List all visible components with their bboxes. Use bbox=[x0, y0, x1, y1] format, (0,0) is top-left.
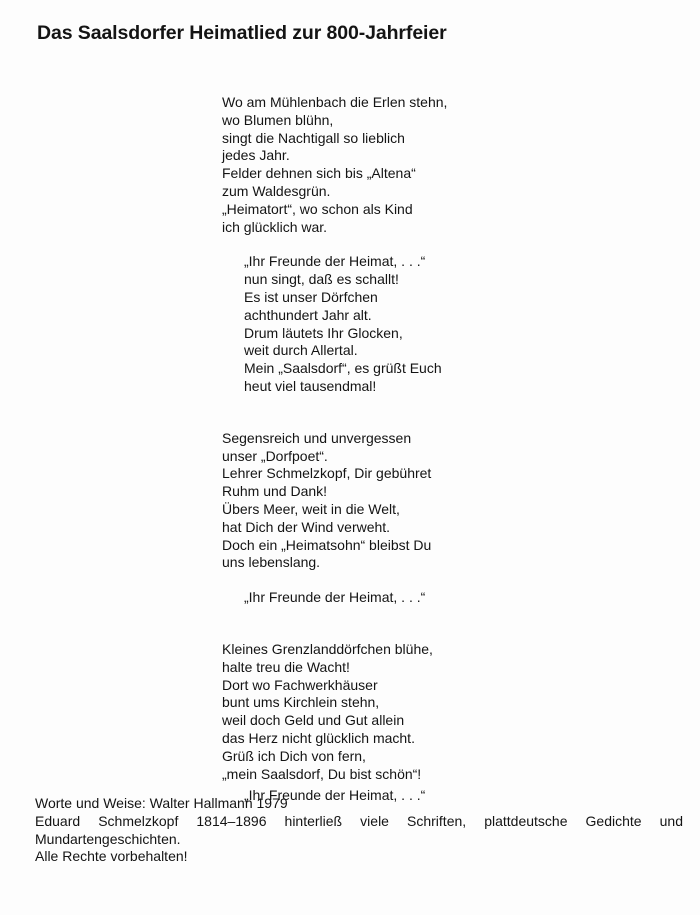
verse-2 bbox=[222, 430, 447, 572]
poem-line: „Heimatort“, wo schon als Kind bbox=[222, 200, 413, 217]
chorus-line: Es ist unser Dörfchen bbox=[244, 288, 378, 305]
credits: Worte und Weise: Walter Hallmann 1979 bbox=[35, 795, 288, 811]
poem bbox=[222, 94, 447, 805]
poem-line: unser „Dorfpoet“. bbox=[222, 447, 328, 464]
poem-line: Grüß ich Dich von fern, bbox=[222, 747, 366, 764]
poem-line: Segensreich und unvergessen bbox=[222, 429, 412, 446]
poem-line: ich glücklich war. bbox=[222, 218, 328, 235]
rights-notice: Alle Rechte vorbehalten! bbox=[35, 848, 188, 865]
chorus-line: heut viel tausendmal! bbox=[244, 377, 377, 394]
chorus-line: nun singt, daß es schallt! bbox=[244, 271, 399, 288]
author-note: Eduard Schmelzkopf 1814–1896 hinterließ viele Schriften, plattdeutsche Gedichte und Mundartengeschichten. bbox=[35, 812, 683, 847]
chorus-line: „Ihr Freunde der Heimat, . . .“ bbox=[244, 253, 426, 270]
poem-line: halte treu die Wacht! bbox=[222, 658, 350, 675]
poem-line: Doch ein „Heimatsohn“ bleibst Du bbox=[222, 536, 432, 553]
verse-3 bbox=[222, 641, 447, 783]
poem-line: Lehrer Schmelzkopf, Dir gebühret bbox=[222, 465, 432, 482]
poem-line: uns lebenslang. bbox=[222, 554, 321, 571]
poem-line: zum Waldesgrün. bbox=[222, 182, 331, 199]
poem-line: jedes Jahr. bbox=[222, 147, 290, 164]
refrain-2 bbox=[244, 589, 447, 607]
poem-line: Kleines Grenzlanddörfchen blühe, bbox=[222, 640, 433, 657]
chorus bbox=[244, 253, 447, 395]
poem-line: Dort wo Fachwerkhäuser bbox=[222, 676, 378, 693]
poem-line: singt die Nachtigall so lieblich bbox=[222, 129, 405, 146]
poem-line: Übers Meer, weit in die Welt, bbox=[222, 500, 400, 517]
poem-line: hat Dich der Wind verweht. bbox=[222, 518, 391, 535]
page-title: Das Saalsdorfer Heimatlied zur 800-Jahrfeier bbox=[37, 22, 447, 44]
poem-line: „mein Saalsdorf, Du bist schön“! bbox=[222, 765, 422, 782]
refrain-line: „Ihr Freunde der Heimat, . . .“ bbox=[244, 589, 426, 606]
footer bbox=[35, 795, 683, 866]
poem-line: Ruhm und Dank! bbox=[222, 483, 328, 500]
poem-line: bunt ums Kirchlein stehn, bbox=[222, 694, 380, 711]
chorus-line: weit durch Allertal. bbox=[244, 342, 358, 359]
poem-line: Wo am Mühlenbach die Erlen stehn, bbox=[222, 94, 448, 110]
poem-line: das Herz nicht glücklich macht. bbox=[222, 729, 415, 746]
verse-1 bbox=[222, 94, 447, 236]
chorus-line: Mein „Saalsdorf“, es grüßt Euch bbox=[244, 360, 442, 377]
chorus-line: Drum läutets Ihr Glocken, bbox=[244, 324, 403, 341]
refrain-line: „Ihr Freunde der Heimat, . . .“ bbox=[244, 787, 426, 804]
poem-line: wo Blumen blühn, bbox=[222, 111, 334, 128]
poem-line: weil doch Geld und Gut allein bbox=[222, 712, 405, 729]
chorus-line: achthundert Jahr alt. bbox=[244, 306, 372, 323]
poem-line: Felder dehnen sich bis „Altena“ bbox=[222, 165, 416, 182]
